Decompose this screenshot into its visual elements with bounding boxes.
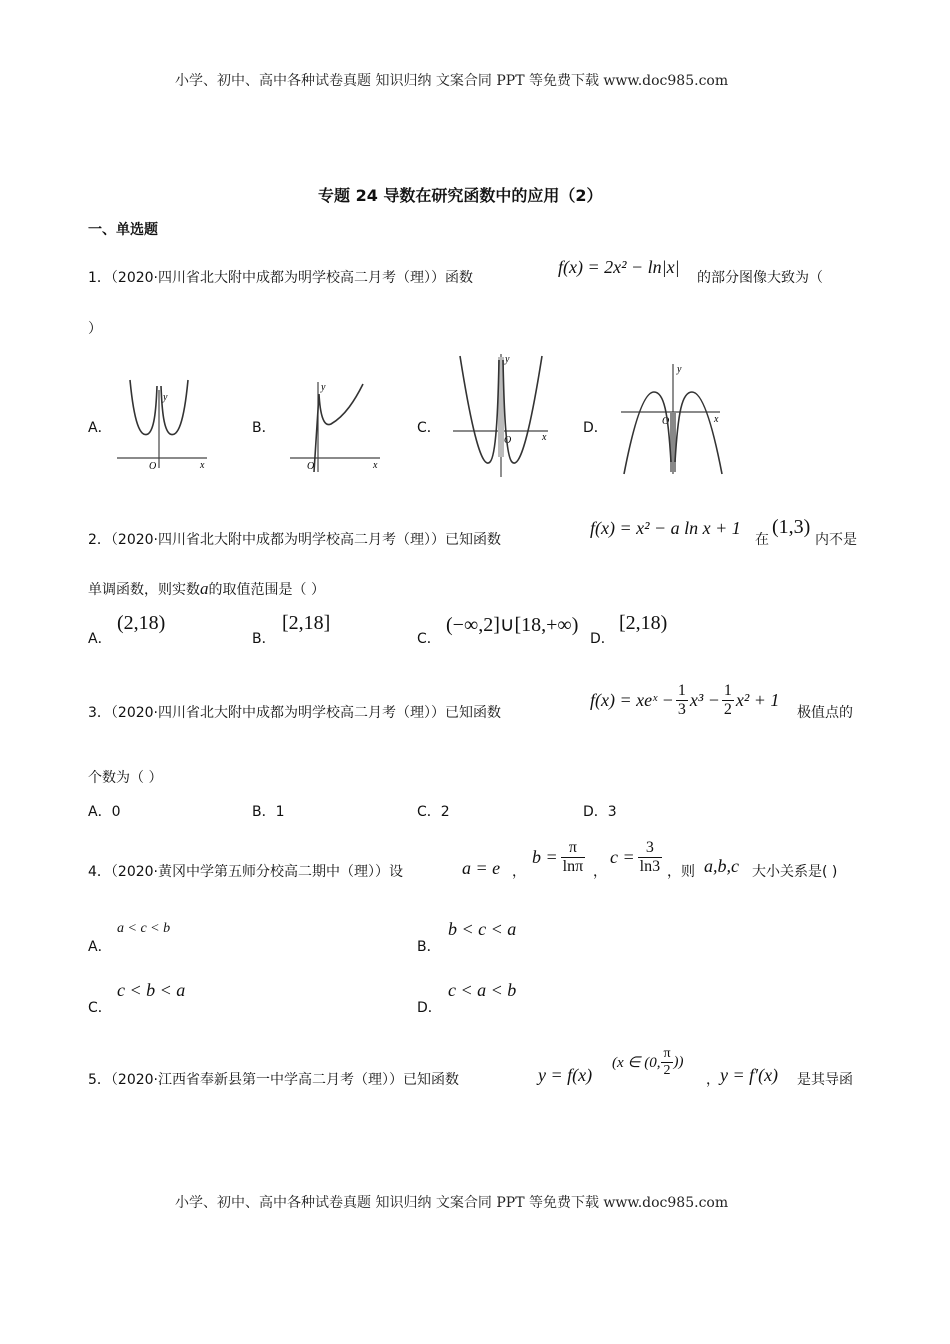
q2-option-d-label: D． xyxy=(590,631,615,647)
page-header: 小学、初中、高中各种试卷真题 知识归纳 文案合同 PPT 等免费下载 www.doc985.com xyxy=(175,73,729,89)
q4-option-d-label: D． xyxy=(417,1000,442,1016)
q4-a-expr: a = e xyxy=(462,858,501,878)
q2-line2: 单调函数，则实数 xyxy=(88,582,200,598)
q1-graph-a xyxy=(112,372,212,472)
q4-option-b-value: b < c < a xyxy=(448,919,517,939)
q1-graph-b-xlabel: x xyxy=(373,460,378,471)
page-footer: 小学、初中、高中各种试卷真题 知识归纳 文案合同 PPT 等免费下载 www.doc985.com xyxy=(175,1195,729,1211)
q4-option-a-label: A． xyxy=(88,939,112,955)
q5-number: 5． xyxy=(88,1072,111,1088)
q4-c-expr xyxy=(610,834,662,880)
q3-frac2: $\frac{1}{2}$ xyxy=(723,681,732,718)
q2-number: 2． xyxy=(88,532,111,548)
q2-mid: 在 xyxy=(755,532,769,548)
q3-frac1: $\frac{1}{3}$ xyxy=(677,681,686,718)
q1-option-b-label: B． xyxy=(252,420,276,436)
q4-option-a-value: a < c < b xyxy=(117,921,171,936)
q3-option-a: A．0 xyxy=(88,804,121,820)
q1-graph-c-ylabel: y xyxy=(505,354,510,365)
q2-option-b-value: [2,18] xyxy=(282,612,331,634)
q1-source: （2020·四川省北大附中成都为明学校高二月考（理））函数 xyxy=(110,270,473,286)
q3-option-b: B．1 xyxy=(252,804,285,820)
q4-option-b-label: B． xyxy=(417,939,441,955)
q1-graph-d-xlabel: x xyxy=(714,414,719,425)
q1-graph-b-origin: O xyxy=(307,461,315,472)
q5-deriv: y = f′(x) xyxy=(720,1065,779,1085)
q1-option-c-label: C． xyxy=(417,420,441,436)
q4-b-expr xyxy=(532,834,585,880)
q1-graph-d-ylabel: y xyxy=(677,364,682,375)
q1-graph-b-ylabel: y xyxy=(321,382,326,393)
q4-source: （2020·黄冈中学第五师分校高二期中（理））设 xyxy=(110,864,403,880)
q4-c-frac: $\frac{3}{\ln 3}$ xyxy=(639,838,661,875)
q4-then: ，则 xyxy=(667,864,695,880)
q3-option-c: C．2 xyxy=(417,804,450,820)
q4-option-c-label: C． xyxy=(88,1000,112,1016)
q2-option-c-label: C． xyxy=(417,631,441,647)
q1-graph-a-origin: O xyxy=(149,461,157,472)
q1-number: 1． xyxy=(88,270,111,286)
q1-graph-c-xlabel: x xyxy=(542,432,547,443)
q2-option-b-label: B． xyxy=(252,631,276,647)
q4-number: 4． xyxy=(88,864,111,880)
q4-option-c-value: c < b < a xyxy=(117,980,186,1000)
q5-domain-frac: $\frac{\pi}{2}$ xyxy=(663,1045,671,1078)
q4-c-lhs: c = xyxy=(610,846,635,867)
q3-line2: 个数为（ ） xyxy=(88,770,163,786)
q1-close-paren: ） xyxy=(88,321,102,337)
q3-formula xyxy=(590,678,779,722)
q3-number: 3． xyxy=(88,705,111,721)
page-title: 专题 24 导数在研究函数中的应用（2） xyxy=(318,186,603,205)
q5-tail: 是其导函 xyxy=(797,1072,853,1088)
q2-tail: 内不是 xyxy=(815,532,857,548)
q1-option-a-label: A． xyxy=(88,420,112,436)
q1-graph-d-origin: O xyxy=(662,416,670,427)
q2-source: （2020·四川省北大附中成都为明学校高二月考（理））已知函数 xyxy=(110,532,501,548)
q4-tail: 大小关系是( ) xyxy=(752,864,838,880)
q1-graph-a-xlabel: x xyxy=(200,460,205,471)
q1-graph-a-ylabel: y xyxy=(163,392,168,403)
q2-option-d-value: [2,18) xyxy=(619,612,668,634)
q5-formula: y = f(x) xyxy=(538,1065,593,1085)
q2-option-a-value: (2,18) xyxy=(117,612,166,634)
q1-graph-d xyxy=(618,362,730,477)
q3-option-d: D．3 xyxy=(583,804,617,820)
section-heading: 一、单选题 xyxy=(88,222,158,238)
q1-graph-b xyxy=(285,372,385,472)
q1-tail: 的部分图像大致为（ xyxy=(697,270,823,286)
q5-domain xyxy=(612,1040,684,1084)
q3-formula-a: f(x) = xeˣ − xyxy=(590,689,674,710)
q2-option-a-label: A． xyxy=(88,631,112,647)
q2-option-c-value: (−∞,2]∪[18,+∞) xyxy=(446,614,579,636)
q4-option-d-value: c < a < b xyxy=(448,980,517,1000)
q5-source: （2020·江西省奉新县第一中学高二月考（理））已知函数 xyxy=(110,1072,459,1088)
q3-formula-mid: x³ − xyxy=(689,689,720,710)
q2-interval: (1,3) xyxy=(772,516,811,538)
q4-comma-1: ， xyxy=(512,864,526,880)
q1-formula: f(x) = 2x² − ln|x| xyxy=(558,257,680,277)
q1-graph-c xyxy=(448,352,558,477)
q2-var: a xyxy=(200,579,209,598)
q4-b-frac: $\frac{\pi}{\ln\pi}$ xyxy=(562,838,584,875)
q1-option-d-label: D． xyxy=(583,420,608,436)
q4-b-lhs: b = xyxy=(532,846,558,867)
q1-graph-c-origin: O xyxy=(504,435,512,446)
q4-vars: a,b,c xyxy=(704,856,739,876)
q2-line2-tail: 的取值范围是（ ） xyxy=(208,582,325,598)
q5-domain-a: (x ∈ (0, xyxy=(612,1054,661,1071)
q4-comma-2: ， xyxy=(593,864,607,880)
q3-tail: 极值点的 xyxy=(797,705,853,721)
q5-comma: ， xyxy=(706,1072,720,1088)
q5-domain-b: )) xyxy=(673,1053,684,1070)
q3-formula-b: x² + 1 xyxy=(735,689,780,710)
q3-source: （2020·四川省北大附中成都为明学校高二月考（理））已知函数 xyxy=(110,705,501,721)
q2-formula: f(x) = x² − a ln x + 1 xyxy=(590,518,741,538)
